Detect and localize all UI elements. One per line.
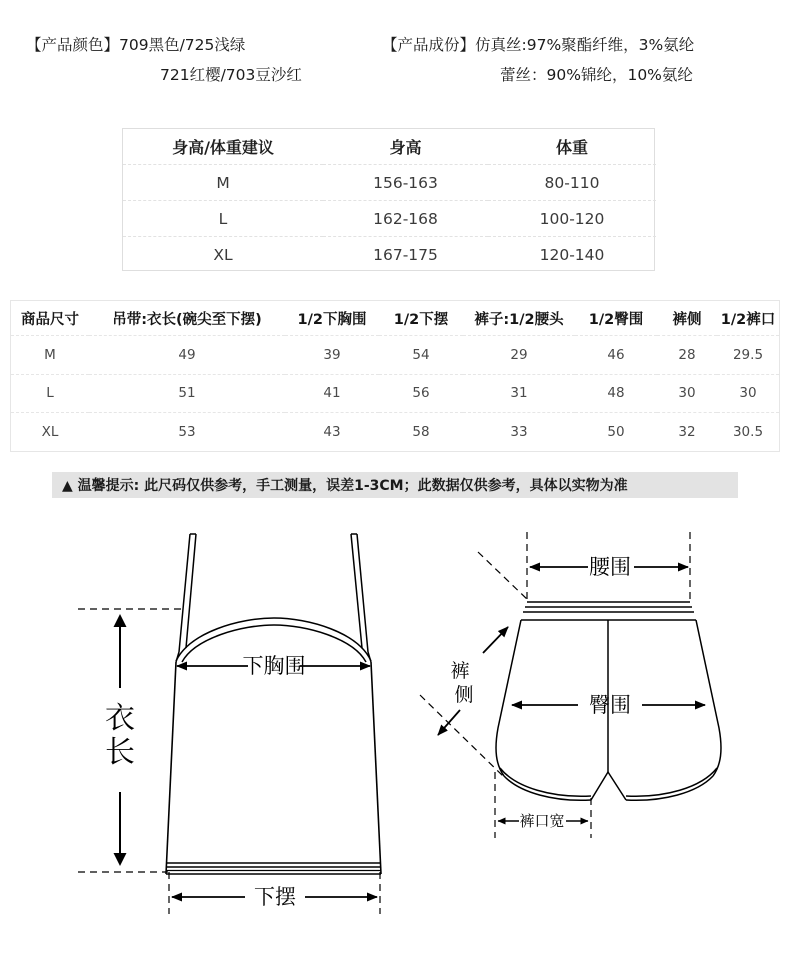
cell-half-hip: 50: [575, 413, 657, 452]
camisole-hem-dimension: [172, 885, 377, 909]
cell-height: 167-175: [323, 237, 488, 273]
cell-half-underbust: 41: [285, 374, 379, 413]
cell-half-waistband: 29: [463, 336, 575, 375]
shorts-leg-opening-dimension: [498, 812, 588, 830]
shorts-hip-label: 臀围: [589, 693, 631, 717]
cell-pant-side: 32: [657, 413, 717, 452]
column-header-half-hip: 1/2臀围: [588, 311, 644, 328]
table-row: [11, 374, 779, 413]
column-header-product-size: 商品尺寸: [21, 311, 79, 328]
cell-garment-length: 53: [89, 413, 285, 452]
table-row: [123, 237, 656, 273]
column-header-half-hem: 1/2下摆: [393, 311, 449, 328]
cell-size: XL: [123, 237, 323, 273]
cell-size: XL: [11, 413, 89, 452]
column-header-half-waistband: 裤子:1/2腰头: [474, 311, 564, 328]
cell-half-leg-opening: 30.5: [717, 413, 779, 452]
cell-size: L: [11, 374, 89, 413]
product-composition-block: [382, 30, 694, 90]
shorts-side-label-top: 裤: [450, 660, 470, 682]
cell-size: L: [123, 201, 323, 237]
shorts-waist-label: 腰围: [589, 555, 631, 579]
camisole-length-label-char1: 衣长: [105, 701, 135, 770]
garment-measurement-diagrams: [0, 510, 790, 959]
column-header-weight: 体重: [555, 138, 588, 157]
product-color-line-1: 【产品颜色】709黑色/725浅绿: [26, 36, 246, 54]
shorts-diagram: [420, 532, 721, 838]
cell-half-hip: 48: [575, 374, 657, 413]
cell-half-hem: 56: [379, 374, 463, 413]
camisole-straps: [176, 534, 371, 662]
size-disclaimer-banner: [52, 472, 738, 498]
cell-size: M: [11, 336, 89, 375]
column-header-height: 身高: [389, 138, 422, 157]
column-header-size-advice: 身高/体重建议: [172, 138, 274, 157]
cell-weight: 100-120: [488, 201, 656, 237]
camisole-hem-label: 下摆: [254, 885, 296, 909]
cell-half-underbust: 39: [285, 336, 379, 375]
table-row: [11, 413, 779, 452]
cell-half-waistband: 31: [463, 374, 575, 413]
shorts-hip-dimension: [512, 693, 705, 717]
cell-size: M: [123, 165, 323, 201]
column-header-half-underbust: 1/2下胸围: [297, 311, 367, 328]
product-info-header: [0, 0, 790, 110]
size-disclaimer-text: ▲ 温馨提示: 此尺码仅供参考，手工测量，误差1-3CM；此数据仅供参考，具体以实物为准: [62, 478, 628, 494]
measurement-table: [10, 300, 780, 452]
table-header-row: [11, 301, 779, 336]
shorts-leg-opening-label: 裤口宽: [519, 812, 565, 830]
height-weight-table: [122, 128, 655, 271]
column-header-half-leg-opening: 1/2裤口: [720, 311, 776, 328]
cell-height: 162-168: [323, 201, 488, 237]
cell-garment-length: 49: [89, 336, 285, 375]
cell-weight: 80-110: [488, 165, 656, 201]
cell-pant-side: 30: [657, 374, 717, 413]
product-color-block: [26, 30, 302, 90]
table-header-row: [123, 129, 656, 165]
table-row: [123, 165, 656, 201]
cell-half-leg-opening: 30: [717, 374, 779, 413]
camisole-length-dimension: [105, 616, 135, 864]
cell-half-leg-opening: 29.5: [717, 336, 779, 375]
cell-pant-side: 28: [657, 336, 717, 375]
cell-half-hem: 58: [379, 413, 463, 452]
cell-half-hem: 54: [379, 336, 463, 375]
product-color-line-2: 721红樱/703豆沙红: [160, 66, 302, 84]
camisole-underbust-dimension: [177, 654, 370, 678]
cell-half-waistband: 33: [463, 413, 575, 452]
shorts-side-label-bottom: 侧: [454, 684, 474, 706]
shorts-side-dimension: [438, 627, 508, 735]
table-row: [11, 336, 779, 375]
cell-garment-length: 51: [89, 374, 285, 413]
product-composition-line-1: 【产品成份】仿真丝:97%聚酯纤维，3%氨纶: [382, 36, 695, 54]
shorts-waistband: [521, 602, 696, 620]
camisole-diagram: [78, 534, 381, 914]
camisole-body-outline: [166, 662, 381, 874]
cell-weight: 120-140: [488, 237, 656, 273]
cell-half-underbust: 43: [285, 413, 379, 452]
table-row: [123, 201, 656, 237]
camisole-underbust-label: 下胸围: [242, 654, 306, 678]
shorts-waist-dimension: [530, 555, 688, 579]
cell-height: 156-163: [323, 165, 488, 201]
product-composition-line-2: 蕾丝：90%锦纶，10%氨纶: [500, 66, 693, 84]
column-header-pant-side: 裤侧: [672, 311, 702, 328]
column-header-garment-length: 吊带:衣长(碗尖至下摆): [112, 311, 262, 328]
cell-half-hip: 46: [575, 336, 657, 375]
